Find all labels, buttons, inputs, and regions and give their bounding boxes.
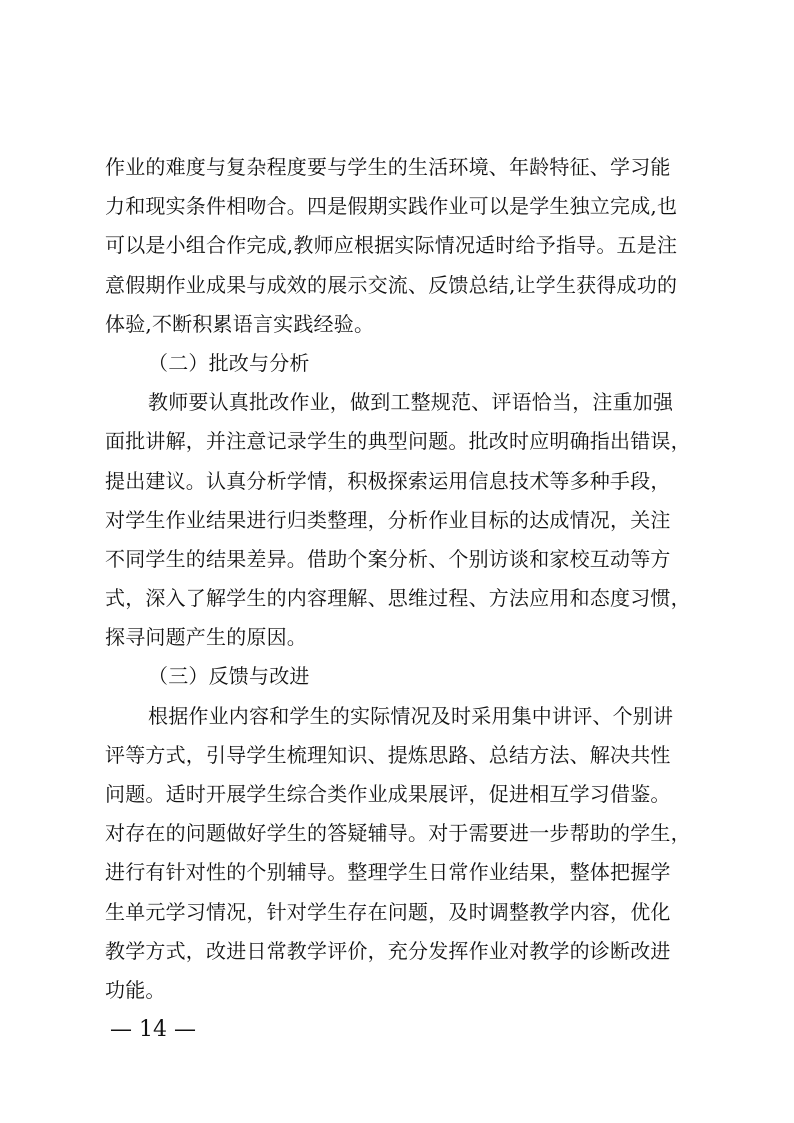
text-line: 评等方式，引导学生梳理知识、提炼思路、总结方法、解决共性: [105, 742, 671, 767]
text-line: 对存在的问题做好学生的答疑辅导。对于需要进一步帮助的学生，: [105, 821, 691, 846]
text-line: 可以是小组合作完成,教师应根据实际情况适时给予指导。五是注: [105, 233, 678, 258]
text-line: 功能。: [105, 977, 166, 1002]
text-line: 提出建议。认真分析学情，积极探索运用信息技术等多种手段，: [105, 468, 671, 493]
text-line: 式，深入了解学生的内容理解、思维过程、方法应用和态度习惯，: [105, 586, 691, 611]
text-line: 生单元学习情况，针对学生存在问题，及时调整教学内容，优化: [105, 899, 671, 924]
text-line: 教学方式，改进日常教学评价，充分发挥作业对教学的诊断改进: [105, 938, 671, 963]
text-line: 面批讲解，并注意记录学生的典型问题。批改时应明确指出错误，: [105, 429, 691, 454]
section-heading: （二）批改与分析: [148, 350, 310, 375]
page-number: — 14 —: [110, 1017, 196, 1042]
text-line: 意假期作业成果与成效的展示交流、反馈总结,让学生获得成功的: [105, 272, 678, 297]
paragraph-first-line: 根据作业内容和学生的实际情况及时采用集中讲评、个别讲: [148, 703, 674, 728]
body-text: [105, 148, 705, 1010]
text-line: 作业的难度与复杂程度要与学生的生活环境、年龄特征、学习能: [105, 155, 671, 179]
paragraph-first-line: 教师要认真批改作业，做到工整规范、评语恰当，注重加强: [148, 390, 674, 415]
text-line: 进行有针对性的个别辅导。整理学生日常作业结果，整体把握学: [105, 860, 671, 885]
text-line: 体验,不断积累语言实践经验。: [105, 311, 375, 336]
text-line: 不同学生的结果差异。借助个案分析、个别访谈和家校互动等方: [105, 546, 671, 571]
section-heading: （三）反馈与改进: [148, 664, 310, 689]
text-line: 问题。适时开展学生综合类作业成果展评，促进相互学习借鉴。: [105, 782, 671, 806]
text-line: 对学生作业结果进行归类整理，分析作业目标的达成情况，关注: [105, 507, 671, 532]
text-line: 力和现实条件相吻合。四是假期实践作业可以是学生独立完成,也: [105, 194, 678, 219]
text-line: 探寻问题产生的原因。: [105, 625, 307, 650]
